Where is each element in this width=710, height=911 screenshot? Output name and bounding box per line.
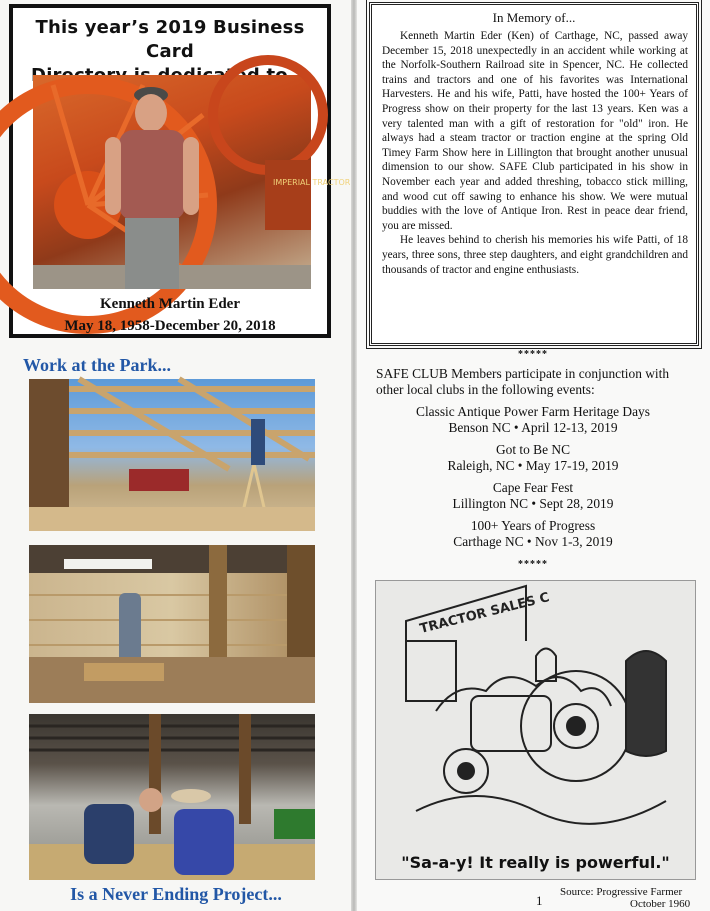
photo-interior-building (29, 545, 315, 703)
cartoon-illustration (376, 581, 697, 851)
event-details: Benson NC • April 12-13, 2019 (448, 420, 618, 435)
event-name: Cape Fear Fest (492, 480, 574, 495)
event-name: Got to Be NC (495, 442, 571, 457)
photo-workers-table (29, 714, 315, 880)
cartoon-caption: "Sa-a-y! It really is powerful." (401, 853, 670, 872)
event-name: 100+ Years of Progress (470, 518, 596, 533)
dedication-name-block (13, 293, 327, 337)
cartoon-source: Source: Progressive Farmer October 1960 (560, 886, 691, 910)
workers-illustration (29, 714, 315, 880)
honoree-dates: May 18, 1958-December 20, 2018 (64, 318, 276, 334)
memorial-box (369, 2, 699, 346)
svg-text:TRACTOR SALES C: TRACTOR SALES C (418, 590, 551, 637)
event-item (356, 480, 710, 512)
dedication-title: This year’s 2019 Business Card (35, 17, 305, 62)
events-list (356, 404, 710, 556)
event-name: Classic Antique Power Farm Heritage Days (416, 404, 650, 419)
honoree-name: Kenneth Martin Eder (100, 296, 240, 312)
dedication-photo (33, 75, 351, 289)
event-item (356, 518, 710, 550)
event-details: Raleigh, NC • May 17-19, 2019 (447, 458, 619, 473)
separator-stars: ***** (518, 349, 548, 360)
work-at-park-title: Work at the Park... (23, 355, 171, 375)
never-ending-title: Is a Never Ending Project... (70, 884, 282, 904)
event-details: Carthage NC • Nov 1-3, 2019 (453, 534, 613, 549)
tractor-cartoon (375, 580, 696, 880)
memorial-paragraph-2: He leaves behind to cherish his memories his wife Patti, of 18 years, three sons, three step daughters, and eight grandchildren and thousands of tractor and engine enthusiasts. (382, 234, 688, 276)
event-details: Lillington NC • Sept 28, 2019 (452, 496, 614, 511)
interior-illustration (29, 545, 315, 703)
memorial-body (382, 29, 688, 277)
photo-pavilion-frame (29, 379, 315, 531)
memorial-paragraph-1: Kenneth Martin Eder (Ken) of Carthage, NC, passed away December 15, 2018 unexpectedly in an accident while working at the Norfolk-Southern Railroad site in Spencer, NC. He collected trains and tractors and one of his favorites was International Harvesters. He and his wife, Patti, have hosted the 100+ Years of Progress show on their property for the last 13 years. Ken was a very talented man with a gift of restoration for "old" iron. He always had a steam tractor or traction engine at the spring Old Timey Farm Show here in Lillington that brought another unusual dimension to our show. SAFE Club participated in his show in November each year and added threshing, tobacco stick milling, and wood cut off sawing to enhance his show. We were mutual buddies with the love of Antique Iron. Rest in peace dear friend, you are missed. (382, 30, 688, 232)
tractor-wheel-illustration (33, 75, 351, 289)
page-number: 1 (536, 893, 543, 908)
safe-club-intro: SAFE CLUB Members participate in conjunction with other local clubs in the following events: (376, 366, 670, 397)
pavilion-frame-illustration (29, 379, 315, 531)
event-item (356, 442, 710, 474)
dedication-box (9, 4, 351, 338)
svg-text:IMPERIAL TRACTOR: IMPERIAL TRACTOR (273, 178, 351, 187)
separator-stars: ***** (518, 559, 548, 570)
event-item (356, 404, 710, 436)
memorial-title: In Memory of... (492, 10, 576, 25)
